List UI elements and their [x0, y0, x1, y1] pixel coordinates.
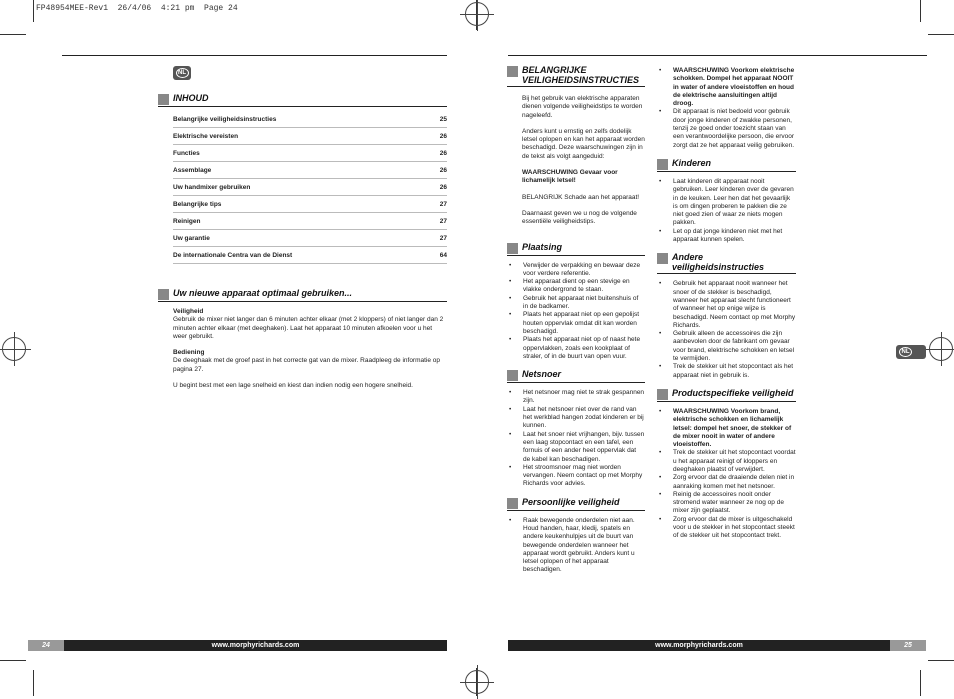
registration-mark-icon: [929, 337, 953, 361]
print-header: FP48954MEE-Rev1 26/4/06 4:21 pm Page 24: [36, 4, 238, 13]
list-item: • Het netsnoer mag niet te strak gespannen zijn.: [507, 389, 645, 406]
crop-mark: [928, 34, 954, 35]
page-number-right: 25: [890, 640, 926, 651]
important-label: BELANGRIJK Schade aan het apparaat!: [522, 193, 640, 201]
section-marker-icon: [507, 498, 518, 509]
toc-page-number: 64: [439, 251, 447, 259]
list-item: • Gebruik alleen de accessoires die zijn aanbevolen door de fabrikant om gevaar voor brand, elektrische schokken en letsel te vermijden.: [657, 330, 796, 363]
toc-label: Assemblage: [173, 166, 212, 174]
language-tab: [896, 345, 926, 359]
speed-text: U begint best met een lage snelheid en kiest dan indien nodig een hogere snelheid.: [173, 382, 413, 390]
toc-row[interactable]: [173, 230, 447, 247]
top-rule: [62, 55, 447, 56]
toc-row[interactable]: [173, 179, 447, 196]
toc-label: Elektrische vereisten: [173, 132, 239, 140]
crop-mark: [928, 660, 954, 661]
toc-title: INHOUD: [173, 93, 209, 103]
toc-page-number: 26: [439, 166, 447, 174]
crop-mark: [0, 660, 26, 661]
other-title: Andere veiligheidsinstructies: [672, 252, 765, 273]
section-marker-icon: [158, 94, 169, 105]
cord-heading: [507, 369, 645, 383]
children-heading: [657, 158, 796, 172]
product-list: [657, 408, 796, 541]
crop-mark: [0, 34, 26, 35]
section-marker-icon: [158, 289, 169, 300]
list-item: • Zorg ervoor dat de mixer is uitgeschakeld voor u de stekker in het stopcontact steekt of de stekker uit het stopcontact trekt.: [657, 516, 796, 541]
crop-mark: [920, 670, 921, 696]
toc-page-number: 27: [439, 200, 447, 208]
list-item: • Laat het netsnoer niet over de rand van het werkblad hangen zodat kinderen er bij kunnen.: [507, 406, 645, 431]
footer-url-left[interactable]: www.morphyrichards.com: [64, 640, 447, 651]
additional-tips-text: Daarnaast geven we u nog de volgende essentiële veiligheidstips.: [522, 209, 637, 226]
toc-heading: [158, 93, 447, 107]
toc-row[interactable]: [173, 145, 447, 162]
children-title: Kinderen: [672, 157, 712, 168]
section-marker-icon: [657, 389, 668, 400]
safety-column: [507, 65, 645, 575]
product-title: Productspecifieke veiligheid: [672, 387, 794, 398]
list-item: • Laat het snoer niet vrijhangen, bijv. tussen een laag stopcontact en een tafel, een fornuis of een ander heet oppervlak dat de kabel kan beschadigen.: [507, 431, 645, 464]
list-item: [657, 67, 796, 108]
warning-intro-text: Anders kunt u ernstig en zelfs dodelijk letsel oplopen en kan het apparaat worden beschadigd. Deze waarschuwingen zijn in de tekst als volgt aangeduid:: [522, 127, 645, 160]
toc-section: [158, 93, 447, 264]
section-marker-icon: [507, 370, 518, 381]
language-badge: [173, 66, 191, 80]
list-item: • Zorg ervoor dat de draaiende delen niet in aanraking komen met het netsnoer.: [657, 474, 796, 491]
toc-row[interactable]: [173, 128, 447, 145]
electric-warning-text: WAARSCHUWING Voorkom elektrische schokken. Dompel het apparaat NOOIT in water of andere vloeistoffen en houd de elektrische aansluitingen altijd droog.: [673, 67, 795, 108]
toc-page-number: 26: [439, 149, 447, 157]
product-heading: [657, 388, 796, 402]
toc-label: De internationale Centra van de Dienst: [173, 251, 293, 259]
toc-row[interactable]: [173, 111, 447, 128]
product-warning-text: WAARSCHUWING Voorkom brand, elektrische schokken en lichamelijk letsel: dompel het snoer, de stekker of de mixer nooit in water of andere vloeistoffen.: [673, 407, 792, 449]
toc-label: Belangrijke tips: [173, 200, 222, 208]
toc-page-number: 27: [439, 234, 447, 242]
safety-subheading: Veiligheid: [173, 308, 204, 315]
toc-row[interactable]: [173, 213, 447, 230]
list-item: • Plaats het apparaat niet op een gepolijst houten oppervlak omdat dit kan worden beschadigd.: [507, 311, 645, 336]
list-item: • Let op dat jonge kinderen niet met het apparaat kunnen spelen.: [657, 228, 796, 245]
toc-label: Functies: [173, 149, 200, 157]
placement-list: [507, 262, 645, 362]
list-item: • Trek de stekker uit het stopcontact voordat u het apparaat reinigt of kloppers en deeghaken plaatst of verwijdert.: [657, 449, 796, 474]
toc-page-number: 27: [439, 217, 447, 225]
crop-mark: [33, 670, 34, 696]
other-heading: [657, 252, 796, 274]
list-item: • Gebruik het apparaat nooit wanneer het snoer of de stekker is beschadigd, wanneer het apparaat slecht functioneert of wanneer het op enige wijze is beschadigd. Neem contact op met Morphy Richards.: [657, 280, 796, 330]
list-item: • Het apparaat dient op een stevige en vlakke ondergrond te staan.: [507, 278, 645, 295]
section-marker-icon: [657, 159, 668, 170]
registration-mark-icon: [465, 2, 489, 26]
section-marker-icon: [657, 253, 668, 264]
warning-label: WAARSCHUWING Gevaar voor lichamelijk letsel!: [522, 169, 618, 185]
optimal-heading: [158, 288, 447, 302]
safety-title: BELANGRIJKE VEILIGHEIDSINSTRUCTIES: [522, 65, 640, 85]
optimal-use-section: [158, 288, 447, 390]
list-item: • Laat kinderen dit apparaat nooit gebruiken. Leer kinderen over de gevaren in de keuken. Leer hen dat het gevaarlijk is om dingen proberen te pakken die ze niet goed zien of waar ze niets mogen pakken.: [657, 178, 796, 228]
section-marker-icon: [507, 243, 518, 254]
placement-heading: [507, 242, 645, 256]
toc-page-number: 26: [439, 132, 447, 140]
toc-row[interactable]: [173, 162, 447, 179]
list-item: • Dit apparaat is niet bedoeld voor gebruik door jonge kinderen of zwakke personen, tenzij ze goed onder toezicht staan van een verantwoordelijke persoon, die ervoor zorgt dat ze het apparaat veilig gebruiken.: [657, 108, 796, 149]
personal-heading: [507, 497, 645, 511]
toc-label: Uw garantie: [173, 234, 210, 242]
toc-page-number: 26: [439, 183, 447, 191]
optimal-title: Uw nieuwe apparaat optimaal gebruiken...: [173, 288, 353, 298]
list-item: • Trek de stekker uit het stopcontact als het apparaat niet in gebruik is.: [657, 363, 796, 380]
list-item: [657, 408, 796, 449]
toc-label: Belangrijke veiligheidsinstructies: [173, 115, 277, 123]
safety-column-2: [657, 67, 796, 541]
toc-page-number: 25: [439, 115, 447, 123]
toc-list: [158, 111, 447, 264]
registration-mark-icon: [2, 337, 26, 361]
crop-mark: [920, 0, 921, 22]
operation-text: De deeghaak met de groef past in het correcte gat van de mixer. Raadpleeg de informatie op pagina 27.: [173, 357, 441, 373]
personal-list: [507, 517, 645, 575]
safety-heading: [507, 65, 645, 87]
top-rule: [508, 55, 927, 56]
intro-text: Bij het gebruik van elektrische apparaten dienen volgende veiligheidstips te worden nageleefd.: [522, 95, 643, 119]
placement-title: Plaatsing: [522, 241, 563, 252]
list-item: • Het stroomsnoer mag niet worden vervangen. Neem contact op met Morphy Richards voor advies.: [507, 464, 645, 489]
toc-label: Reinigen: [173, 217, 201, 225]
list-item: • Gebruik het apparaat niet buitenshuis of in de badkamer.: [507, 295, 645, 312]
registration-mark-icon: [465, 670, 489, 694]
list-item: • Verwijder de verpakking en bewaar deze voor verdere referentie.: [507, 262, 645, 279]
crop-mark: [33, 0, 34, 22]
page-number-left: 24: [28, 640, 64, 651]
children-list: [657, 178, 796, 244]
list-item: • Plaats het apparaat niet op of naast hete oppervlakken, zoals een kookplaat of straler, of in de buurt van open vuur.: [507, 336, 645, 361]
other-list: [657, 280, 796, 380]
personal-title: Persoonlijke veiligheid: [522, 496, 620, 507]
list-item: • Raak bewegende onderdelen niet aan. Houd handen, haar, kledij, spatels en andere keukenhulpjes uit de buurt van bewegende onderdelen wanneer het apparaat wordt gebruikt. Anders kunt u letsel oplopen of het apparaat beschadigen.: [507, 517, 645, 575]
toc-row[interactable]: [173, 196, 447, 213]
badge-label: NL: [899, 347, 912, 357]
safety-text: Gebruik de mixer niet langer dan 6 minuten achter elkaar (met 2 kloppers) of niet langer dan 2 minuten achter elkaar (met deeghaken). Laat het apparaat 10 minuten afkoelen voor u het weer gebruikt.: [173, 316, 444, 340]
toc-label: Uw handmixer gebruiken: [173, 183, 251, 191]
cord-title: Netsnoer: [522, 369, 562, 380]
cord-list: [507, 389, 645, 489]
footer-url-right[interactable]: www.morphyrichards.com: [508, 640, 890, 651]
toc-row[interactable]: [173, 247, 447, 264]
section-marker-icon: [507, 66, 518, 77]
list-item: • Reinig de accessoires nooit onder stromend water wanneer ze nog op de mixer zijn geplaatst.: [657, 491, 796, 516]
operation-subheading: Bediening: [173, 349, 205, 357]
badge-label: NL: [176, 68, 189, 78]
electric-warning-list: [657, 67, 796, 150]
